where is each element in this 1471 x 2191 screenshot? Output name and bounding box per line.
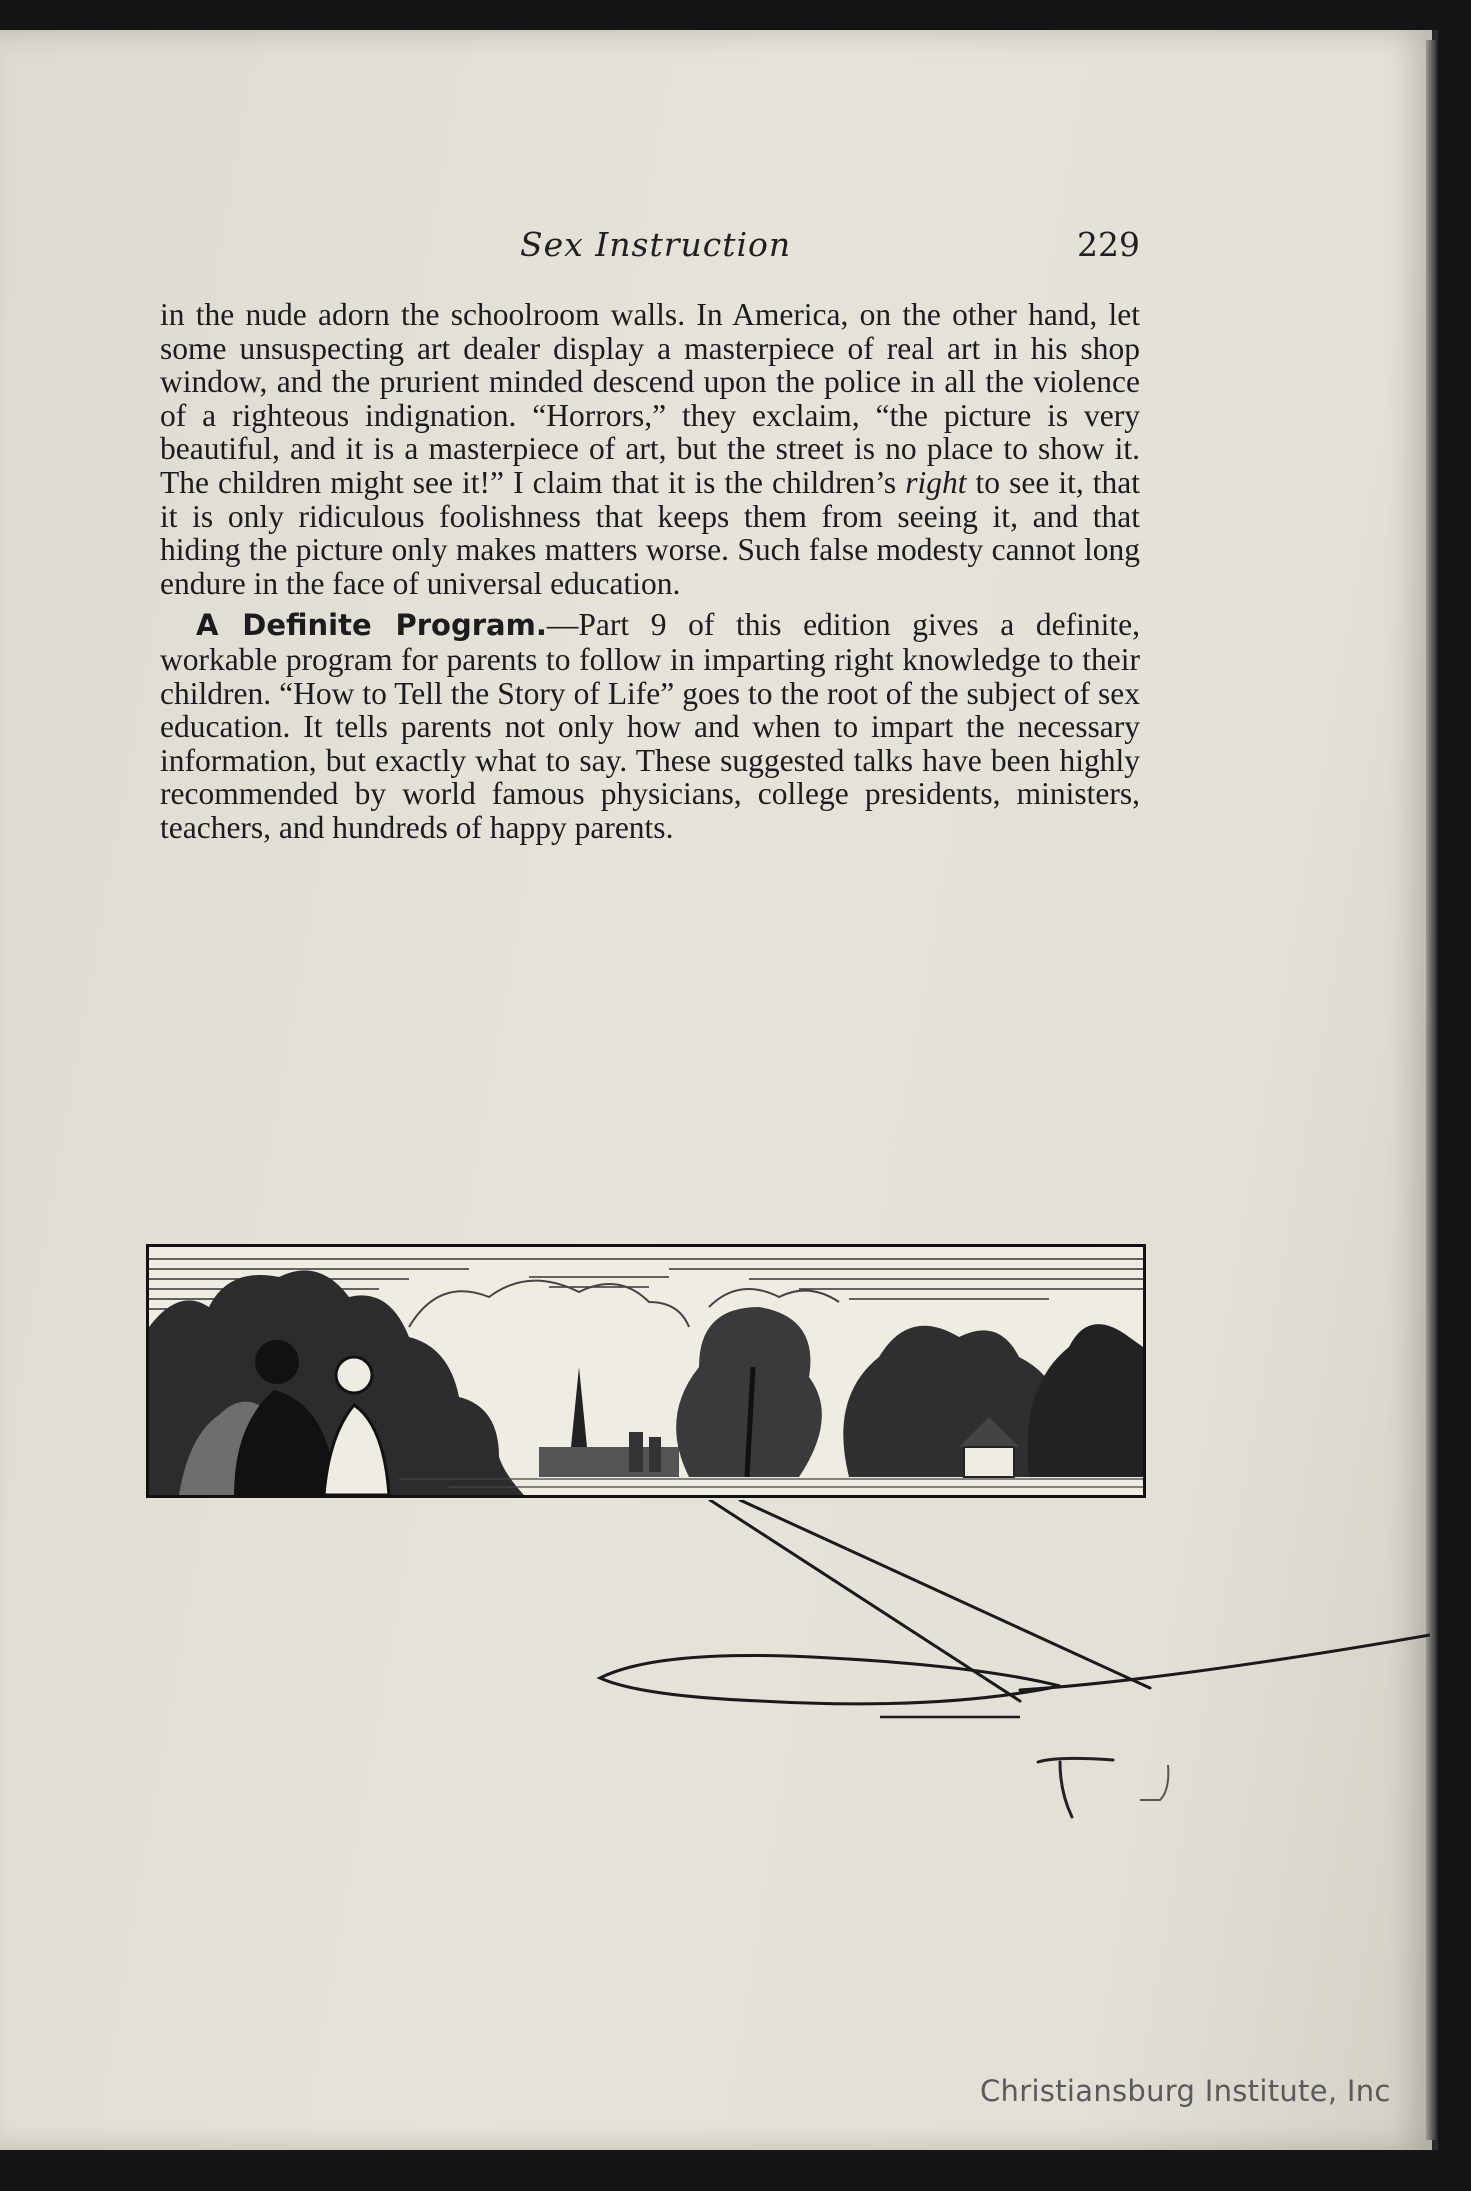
paragraph-1-end: to see it, that it is only ridiculous foolishness that keeps them from seeing it, and that hiding the picture only makes matters worse. Such false modesty cannot long endure in the face of universal education. [160,464,1140,601]
emphasis-right: right [905,464,967,500]
paragraph-1 [160,298,1140,600]
paragraph-2-text: —Part 9 of this edition gives a definite, workable program for parents to follow in imparting right knowledge to their children. “How to Tell the Story of Life” goes to the root of the subject of sex education. It tells parents not only how and when to impart the necessary information, but exactly what to say. These suggested talks have been highly recommended by world famous physicians, college presidents, ministers, teachers, and hundreds of happy parents. [160,607,1140,845]
body-text [160,298,1140,845]
watermark: Christiansburg Institute, Inc [980,2074,1391,2108]
landscape-engraving-icon [146,1244,1146,1498]
paragraph-1-text: in the nude adorn the schoolroom walls. In America, on the other hand, let some unsuspecting art dealer display a masterpiece of real art in his shop window, and the prurient minded descend upon the police in all the violence of a righteous indignation. “Horrors,” they exclaim, “the picture is very beautiful, and it is a masterpiece of art, but the street is no place to show it. The children might see it!” I claim that it is the children’s [160,297,1140,500]
section-heading: A Definite Program. [196,608,547,643]
paragraph-2 [160,608,1140,844]
handwritten-signature-icon [590,1500,1430,1840]
running-head-title: Sex Instruction [520,225,792,264]
page-number: 229 [1077,225,1140,264]
